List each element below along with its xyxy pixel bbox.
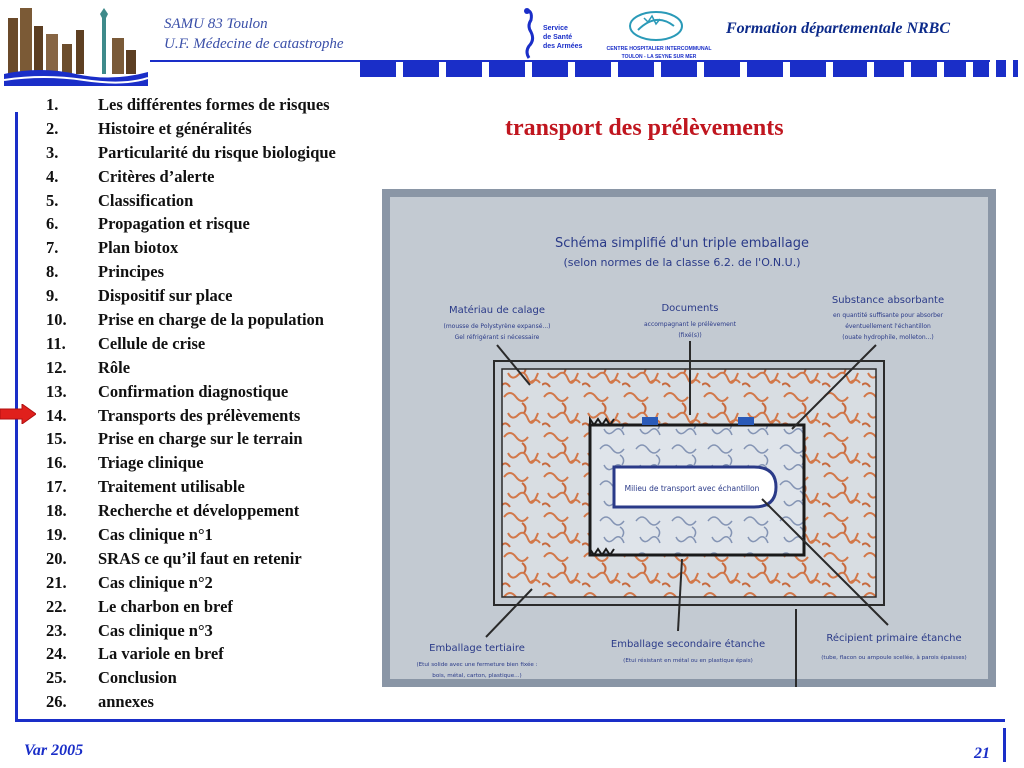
outline-item bbox=[46, 308, 336, 332]
outline-item-label: Critères d’alerte bbox=[98, 166, 215, 186]
outline-item-label: Cas clinique n°1 bbox=[98, 525, 213, 545]
outline-item-label: Confirmation diagnostique bbox=[98, 381, 289, 401]
triple-packaging-diagram-photo bbox=[382, 189, 996, 687]
ssa-logo-line3: des Armées bbox=[543, 43, 583, 50]
outline-item-number: 16. bbox=[46, 453, 67, 473]
outline-item-number: 11. bbox=[46, 333, 66, 353]
outline-item-label: Plan biotox bbox=[98, 238, 179, 258]
outline-item-label: Histoire et généralités bbox=[98, 118, 252, 138]
outline-item-label: Recherche et développement bbox=[98, 501, 300, 521]
outline-item bbox=[46, 475, 336, 499]
outline-item-number: 22. bbox=[46, 596, 67, 616]
slide-title: transport des prélèvements bbox=[505, 115, 784, 141]
current-item-arrow-icon bbox=[0, 404, 36, 424]
outline-item bbox=[46, 356, 336, 380]
label-documents: Documents bbox=[661, 303, 719, 314]
outline-item-number: 2. bbox=[46, 118, 59, 138]
outline-item-label: Prise en charge sur le terrain bbox=[98, 429, 303, 449]
outline-item bbox=[46, 427, 336, 451]
outline-item bbox=[46, 523, 336, 547]
outline-item-number: 5. bbox=[46, 190, 59, 210]
organization-name: SAMU 83 Toulon bbox=[164, 16, 268, 32]
outline-item-number: 7. bbox=[46, 238, 59, 258]
outline-item-label: Cas clinique n°2 bbox=[98, 572, 213, 592]
label-calage-sub2: Gel réfrigérant si nécessaire bbox=[454, 334, 540, 341]
outline-item bbox=[46, 380, 336, 404]
header-decorative-blocks bbox=[360, 60, 1018, 78]
outline-item-number: 26. bbox=[46, 692, 67, 712]
diagram-subheading: (selon normes de la classe 6.2. de l'O.N.U.) bbox=[563, 256, 801, 269]
outline-item-label: La variole en bref bbox=[98, 644, 224, 664]
outline-item-label: Le charbon en bref bbox=[98, 596, 233, 616]
course-title: Formation départementale NRBC bbox=[726, 20, 951, 37]
outline-item-number: 21. bbox=[46, 572, 67, 592]
outline-item-label: Traitement utilisable bbox=[98, 477, 245, 497]
outline-item bbox=[46, 547, 336, 571]
outline-item bbox=[46, 165, 336, 189]
page-number: 21 bbox=[974, 745, 990, 762]
outline-item-number: 23. bbox=[46, 620, 67, 640]
frame-bottom-line bbox=[15, 719, 1005, 722]
outline-item-label: Transports des prélèvements bbox=[98, 405, 301, 425]
outline-item-label: Classification bbox=[98, 190, 194, 210]
label-documents-sub1: accompagnant le prélèvement bbox=[643, 321, 737, 328]
label-absorbante-sub2: éventuellement l'échantillon bbox=[845, 323, 931, 330]
footer-year: Var 2005 bbox=[24, 742, 84, 759]
outline-item-label: Triage clinique bbox=[98, 453, 204, 473]
label-tertiaire-sub1: (Etui solide avec une fermeture bien fixée : bbox=[416, 662, 538, 668]
label-secondaire-sub: (Etui résistant en métal ou en plastique épais) bbox=[623, 658, 753, 664]
label-absorbante: Substance absorbante bbox=[831, 295, 945, 306]
diagram-heading: Schéma simplifié d'un triple emballage bbox=[554, 236, 810, 251]
chi-logo-line1: CENTRE HOSPITALIER INTERCOMMUNAL bbox=[606, 46, 712, 52]
outline-item-number: 14. bbox=[46, 405, 67, 425]
label-tertiaire: Emballage tertiaire bbox=[429, 643, 525, 654]
outline-item-number: 17. bbox=[46, 477, 67, 497]
outline-item bbox=[46, 499, 336, 523]
outline-item-number: 20. bbox=[46, 548, 67, 568]
outline-item bbox=[46, 284, 336, 308]
outline-item bbox=[46, 212, 336, 236]
label-absorbante-sub1: en quantité suffisante pour absorber bbox=[832, 312, 944, 319]
outline-item-label: Rôle bbox=[98, 357, 131, 377]
outline-item-label: annexes bbox=[98, 692, 154, 712]
outline-item-number: 18. bbox=[46, 501, 67, 521]
outline-item-label: Propagation et risque bbox=[98, 214, 250, 234]
outline-item-number: 4. bbox=[46, 166, 59, 186]
outline-item bbox=[46, 93, 336, 117]
label-secondaire: Emballage secondaire étanche bbox=[610, 639, 766, 650]
outline-item-label: Particularité du risque biologique bbox=[98, 142, 336, 162]
service-sante-armees-logo bbox=[515, 6, 587, 62]
outline-item bbox=[46, 141, 336, 165]
label-primaire: Récipient primaire étanche bbox=[826, 633, 962, 644]
outline-item bbox=[46, 260, 336, 284]
organization-block bbox=[164, 14, 344, 54]
outline-item bbox=[46, 117, 336, 141]
outline-item-number: 1. bbox=[46, 95, 59, 114]
organization-unit: U.F. Médecine de catastrophe bbox=[164, 36, 344, 52]
outline-item bbox=[46, 451, 336, 475]
frame-right-line bbox=[1003, 728, 1006, 762]
outline-item-number: 9. bbox=[46, 286, 59, 306]
outline-item-number: 6. bbox=[46, 214, 59, 234]
outline-item-label: Prise en charge de la population bbox=[98, 310, 324, 330]
outline-item-label: Principes bbox=[98, 262, 164, 282]
outline-item-number: 19. bbox=[46, 525, 67, 545]
outline-item-number: 25. bbox=[46, 668, 67, 688]
centre-hospitalier-logo bbox=[598, 8, 720, 62]
label-calage: Matériau de calage bbox=[448, 305, 546, 316]
outline-item bbox=[46, 236, 336, 260]
outline-item-number: 8. bbox=[46, 262, 59, 282]
outline-item bbox=[46, 642, 336, 666]
outline-item-label: Conclusion bbox=[98, 668, 177, 688]
chi-logo-line2: TOULON - LA SEYNE SUR MER bbox=[621, 54, 697, 60]
ssa-logo-line1: Service bbox=[543, 25, 568, 32]
inner-label: Milieu de transport avec échantillon bbox=[624, 484, 760, 493]
outline-item bbox=[46, 666, 336, 690]
outline-item-number: 3. bbox=[46, 142, 59, 162]
outline-item bbox=[46, 571, 336, 595]
outline-item bbox=[46, 595, 336, 619]
outline-item bbox=[46, 332, 336, 356]
label-absorbante-sub3: (ouate hydrophile, molleton...) bbox=[842, 334, 934, 341]
outline-item-number: 12. bbox=[46, 357, 67, 377]
label-calage-sub1: (mousse de Polystyrène expansé...) bbox=[443, 323, 551, 330]
outline-item-label: SRAS ce qu’il faut en retenir bbox=[98, 548, 302, 568]
outline-item bbox=[46, 619, 336, 643]
outline-item-number: 15. bbox=[46, 429, 67, 449]
label-primaire-sub: (tube, flacon ou ampoule scellée, à parois épaisses) bbox=[821, 655, 967, 661]
outline-item-label: Cellule de crise bbox=[98, 333, 206, 353]
outline-item bbox=[46, 404, 336, 428]
city-skyline-logo bbox=[4, 4, 148, 86]
outline-item-number: 10. bbox=[46, 310, 67, 330]
outline-item bbox=[46, 690, 336, 714]
course-outline-list bbox=[46, 93, 336, 714]
label-tertiaire-sub2: bois, métal, carton, plastique...) bbox=[432, 673, 522, 679]
outline-item-label: Les différentes formes de risques bbox=[98, 95, 330, 114]
outline-item-number: 24. bbox=[46, 644, 67, 664]
outline-item-number: 13. bbox=[46, 381, 67, 401]
outline-item-label: Dispositif sur place bbox=[98, 286, 233, 306]
outline-item-label: Cas clinique n°3 bbox=[98, 620, 213, 640]
label-documents-sub2: (fixé(s)) bbox=[678, 332, 702, 339]
ssa-logo-line2: de Santé bbox=[543, 34, 573, 41]
outline-item bbox=[46, 189, 336, 213]
